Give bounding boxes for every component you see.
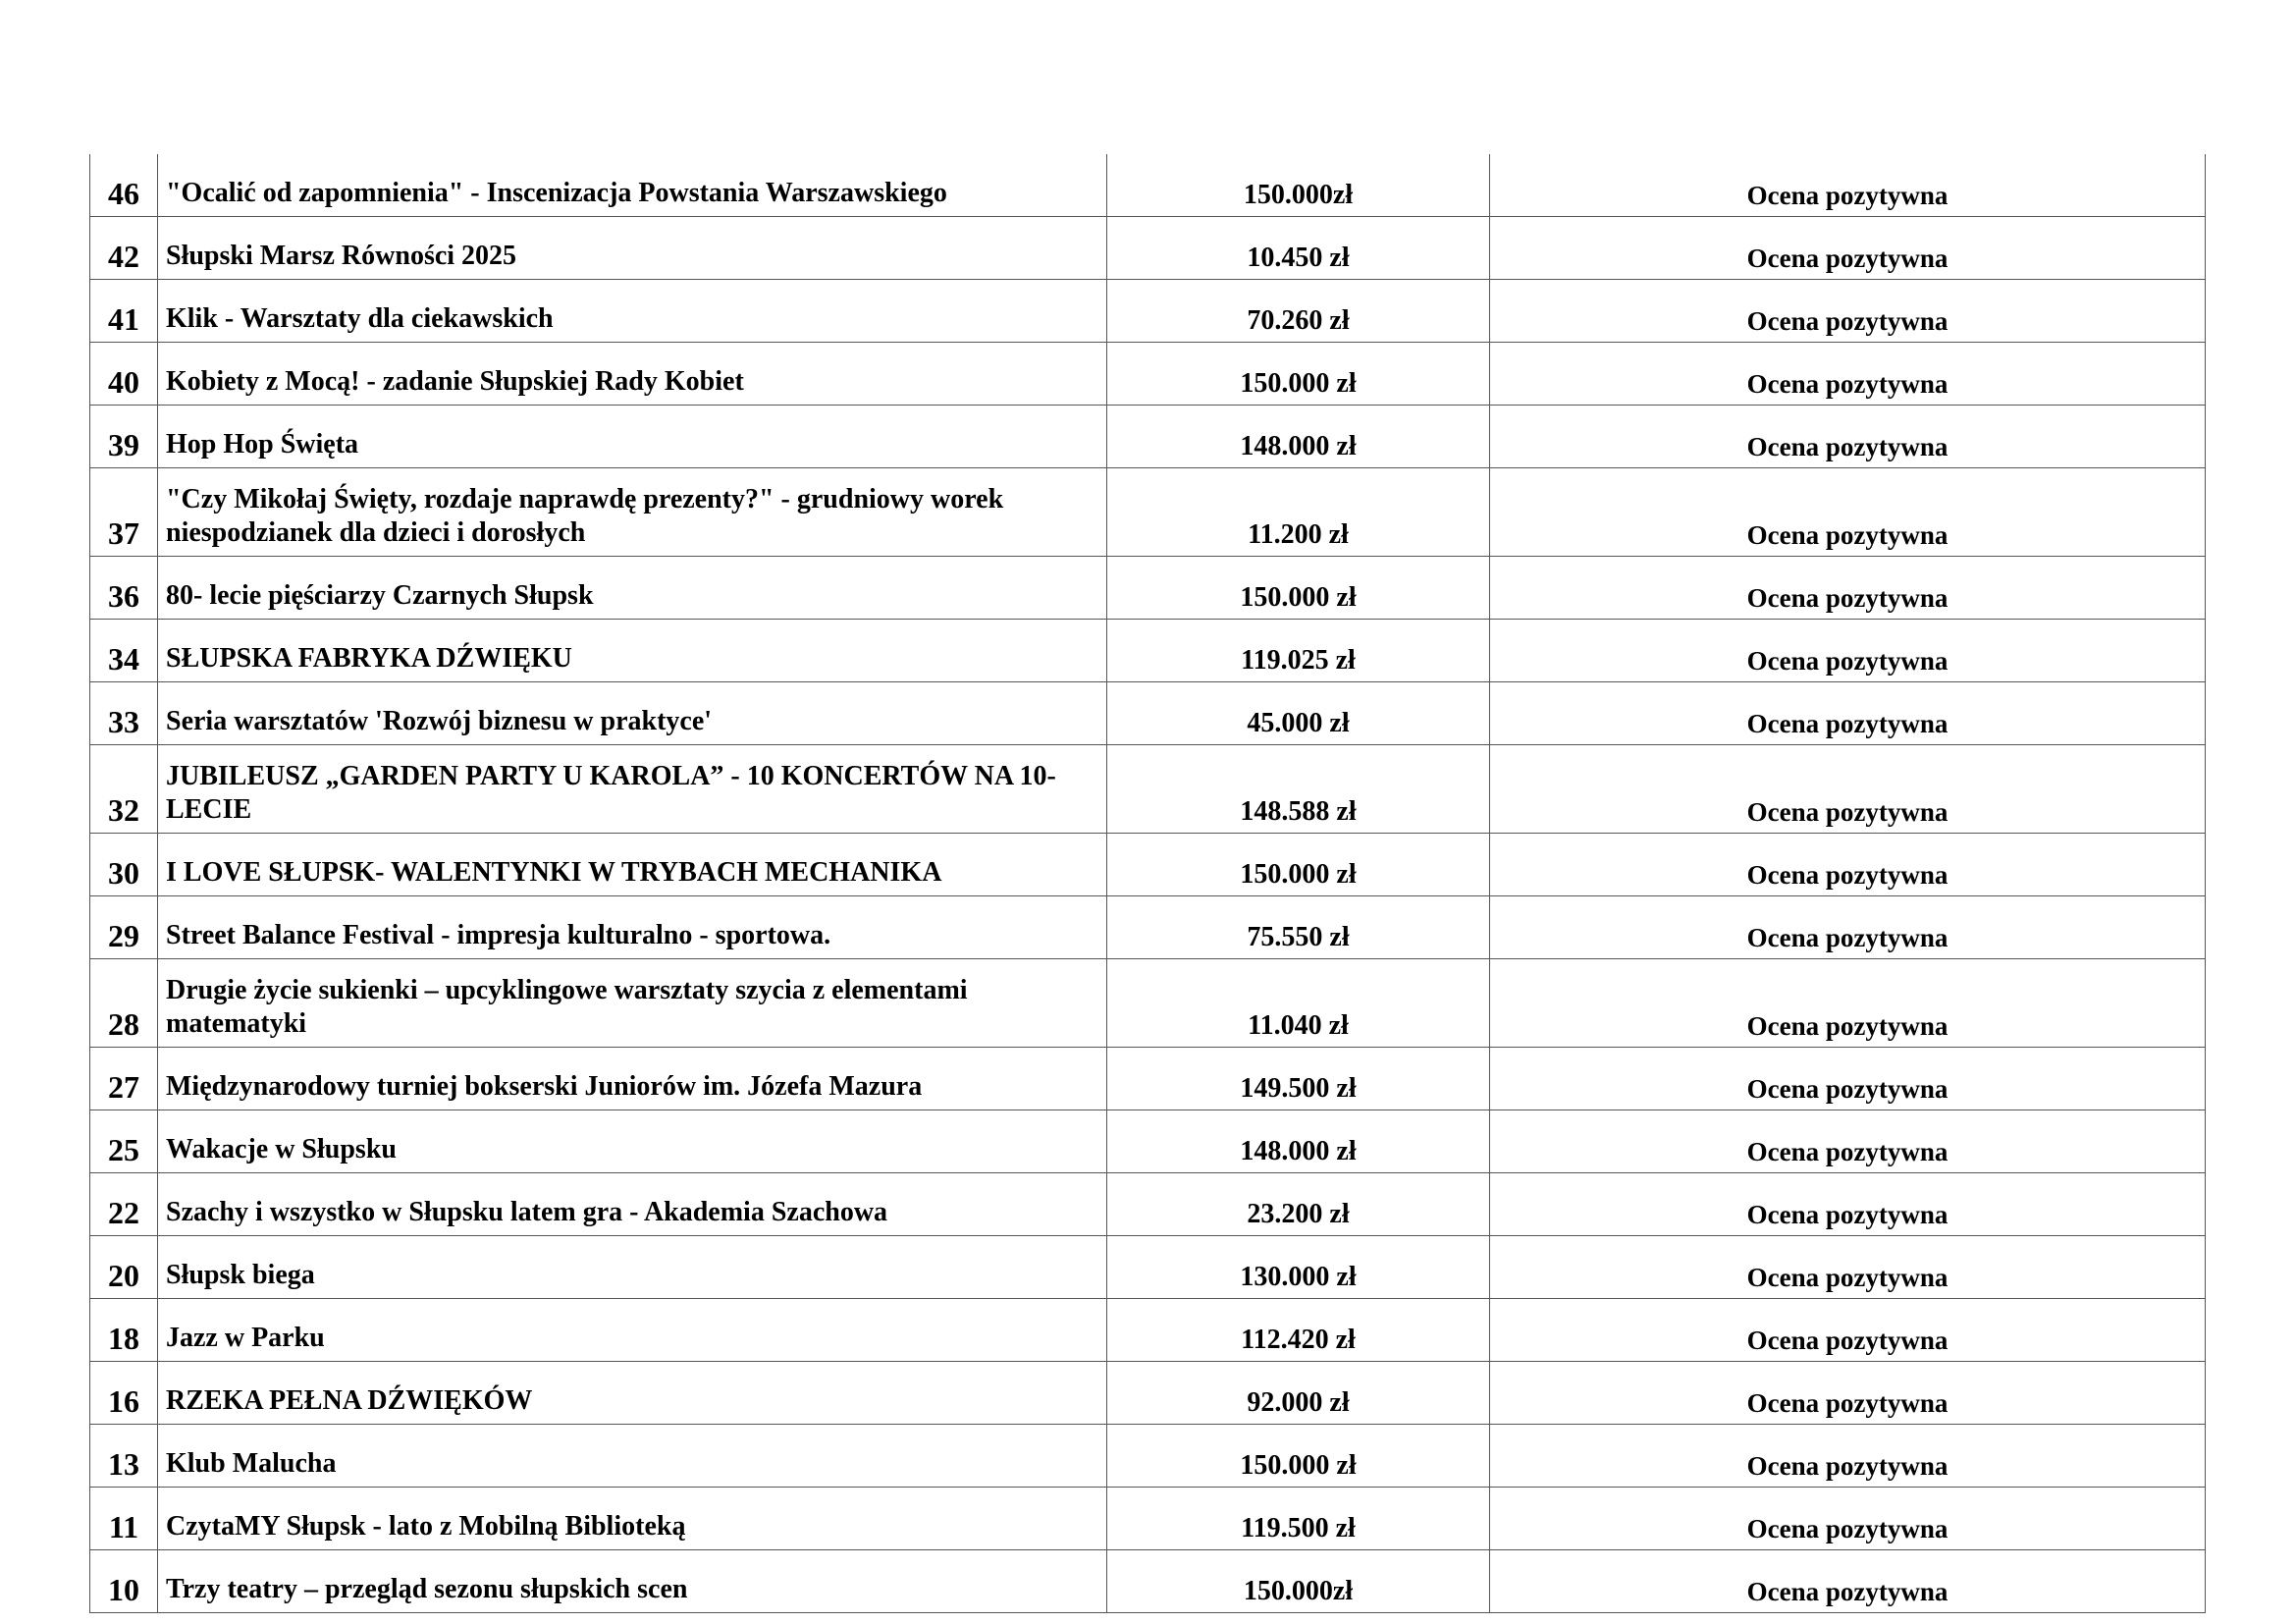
project-number: 10 (90, 1550, 158, 1613)
project-title: I LOVE SŁUPSK- WALENTYNKI W TRYBACH MECHANIKA (158, 834, 1107, 896)
project-title: Klub Malucha (158, 1425, 1107, 1488)
project-status: Ocena pozytywna (1490, 154, 2206, 217)
project-status: Ocena pozytywna (1490, 1425, 2206, 1488)
table-row (90, 468, 2206, 557)
project-status: Ocena pozytywna (1490, 217, 2206, 280)
table-row (90, 896, 2206, 959)
table-row (90, 1110, 2206, 1173)
table-row (90, 280, 2206, 343)
project-number: 25 (90, 1110, 158, 1173)
project-status: Ocena pozytywna (1490, 896, 2206, 959)
project-status: Ocena pozytywna (1490, 1362, 2206, 1425)
project-amount: 149.500 zł (1107, 1048, 1490, 1110)
project-number: 39 (90, 406, 158, 468)
project-number: 11 (90, 1488, 158, 1550)
project-amount: 112.420 zł (1107, 1299, 1490, 1362)
project-title: Drugie życie sukienki – upcyklingowe warsztaty szycia z elementami matematyki (158, 959, 1107, 1048)
project-status: Ocena pozytywna (1490, 1236, 2206, 1299)
project-amount: 150.000zł (1107, 1550, 1490, 1613)
project-title: Wakacje w Słupsku (158, 1110, 1107, 1173)
table-row (90, 1299, 2206, 1362)
project-status: Ocena pozytywna (1490, 468, 2206, 557)
table-row (90, 745, 2206, 834)
project-status: Ocena pozytywna (1490, 620, 2206, 682)
project-status: Ocena pozytywna (1490, 682, 2206, 745)
project-amount: 150.000zł (1107, 154, 1490, 217)
project-title: Hop Hop Święta (158, 406, 1107, 468)
project-amount: 150.000 zł (1107, 1425, 1490, 1488)
project-number: 34 (90, 620, 158, 682)
project-status: Ocena pozytywna (1490, 280, 2206, 343)
project-title: Kobiety z Mocą! - zadanie Słupskiej Rady Kobiet (158, 343, 1107, 406)
table-row (90, 834, 2206, 896)
project-amount: 148.000 zł (1107, 1110, 1490, 1173)
table-row (90, 1362, 2206, 1425)
project-number: 18 (90, 1299, 158, 1362)
project-amount: 10.450 zł (1107, 217, 1490, 280)
project-number: 37 (90, 468, 158, 557)
project-number: 41 (90, 280, 158, 343)
project-number: 28 (90, 959, 158, 1048)
table-row (90, 1425, 2206, 1488)
project-number: 32 (90, 745, 158, 834)
table-row (90, 620, 2206, 682)
project-title: Street Balance Festival - impresja kulturalno - sportowa. (158, 896, 1107, 959)
table-row (90, 1236, 2206, 1299)
project-amount: 23.200 zł (1107, 1173, 1490, 1236)
project-amount: 150.000 zł (1107, 834, 1490, 896)
project-amount: 45.000 zł (1107, 682, 1490, 745)
project-number: 16 (90, 1362, 158, 1425)
project-amount: 130.000 zł (1107, 1236, 1490, 1299)
project-number: 40 (90, 343, 158, 406)
project-number: 20 (90, 1236, 158, 1299)
project-status: Ocena pozytywna (1490, 1110, 2206, 1173)
project-title: "Czy Mikołaj Święty, rozdaje naprawdę prezenty?" - grudniowy worek niespodzianek dla dzieci i dorosłych (158, 468, 1107, 557)
project-title: Klik - Warsztaty dla ciekawskich (158, 280, 1107, 343)
table-row (90, 959, 2206, 1048)
table-row (90, 1048, 2206, 1110)
project-amount: 119.500 zł (1107, 1488, 1490, 1550)
project-status: Ocena pozytywna (1490, 1173, 2206, 1236)
project-amount: 150.000 zł (1107, 557, 1490, 620)
project-status: Ocena pozytywna (1490, 834, 2206, 896)
project-status: Ocena pozytywna (1490, 1550, 2206, 1613)
table-row (90, 154, 2206, 217)
project-status: Ocena pozytywna (1490, 557, 2206, 620)
project-amount: 11.040 zł (1107, 959, 1490, 1048)
project-title: CzytaMY Słupsk - lato z Mobilną Biblioteką (158, 1488, 1107, 1550)
project-number: 22 (90, 1173, 158, 1236)
project-amount: 119.025 zł (1107, 620, 1490, 682)
project-number: 13 (90, 1425, 158, 1488)
projects-table-body (90, 154, 2206, 1613)
project-number: 46 (90, 154, 158, 217)
project-number: 42 (90, 217, 158, 280)
project-title: RZEKA PEŁNA DŹWIĘKÓW (158, 1362, 1107, 1425)
project-status: Ocena pozytywna (1490, 343, 2206, 406)
project-status: Ocena pozytywna (1490, 959, 2206, 1048)
table-row (90, 1173, 2206, 1236)
project-status: Ocena pozytywna (1490, 1299, 2206, 1362)
project-number: 30 (90, 834, 158, 896)
project-title: 80- lecie pięściarzy Czarnych Słupsk (158, 557, 1107, 620)
project-status: Ocena pozytywna (1490, 1488, 2206, 1550)
table-row (90, 217, 2206, 280)
project-title: SŁUPSKA FABRYKA DŹWIĘKU (158, 620, 1107, 682)
table-row (90, 557, 2206, 620)
project-status: Ocena pozytywna (1490, 1048, 2206, 1110)
project-amount: 148.000 zł (1107, 406, 1490, 468)
project-title: "Ocalić od zapomnienia" - Inscenizacja Powstania Warszawskiego (158, 154, 1107, 217)
project-number: 33 (90, 682, 158, 745)
project-status: Ocena pozytywna (1490, 745, 2206, 834)
project-title: Szachy i wszystko w Słupsku latem gra - Akademia Szachowa (158, 1173, 1107, 1236)
project-amount: 70.260 zł (1107, 280, 1490, 343)
projects-table (89, 154, 2206, 1613)
project-amount: 11.200 zł (1107, 468, 1490, 557)
project-amount: 92.000 zł (1107, 1362, 1490, 1425)
project-amount: 150.000 zł (1107, 343, 1490, 406)
project-title: Seria warsztatów 'Rozwój biznesu w praktyce' (158, 682, 1107, 745)
project-title: Słupsk biega (158, 1236, 1107, 1299)
project-status: Ocena pozytywna (1490, 406, 2206, 468)
table-row (90, 1550, 2206, 1613)
project-title: Trzy teatry – przegląd sezonu słupskich scen (158, 1550, 1107, 1613)
project-title: Międzynarodowy turniej bokserski Juniorów im. Józefa Mazura (158, 1048, 1107, 1110)
project-number: 29 (90, 896, 158, 959)
project-number: 27 (90, 1048, 158, 1110)
project-title: JUBILEUSZ „GARDEN PARTY U KAROLA” - 10 KONCERTÓW NA 10-LECIE (158, 745, 1107, 834)
project-amount: 75.550 zł (1107, 896, 1490, 959)
table-row (90, 343, 2206, 406)
table-row (90, 406, 2206, 468)
project-title: Słupski Marsz Równości 2025 (158, 217, 1107, 280)
project-number: 36 (90, 557, 158, 620)
table-row (90, 682, 2206, 745)
project-amount: 148.588 zł (1107, 745, 1490, 834)
project-title: Jazz w Parku (158, 1299, 1107, 1362)
table-row (90, 1488, 2206, 1550)
